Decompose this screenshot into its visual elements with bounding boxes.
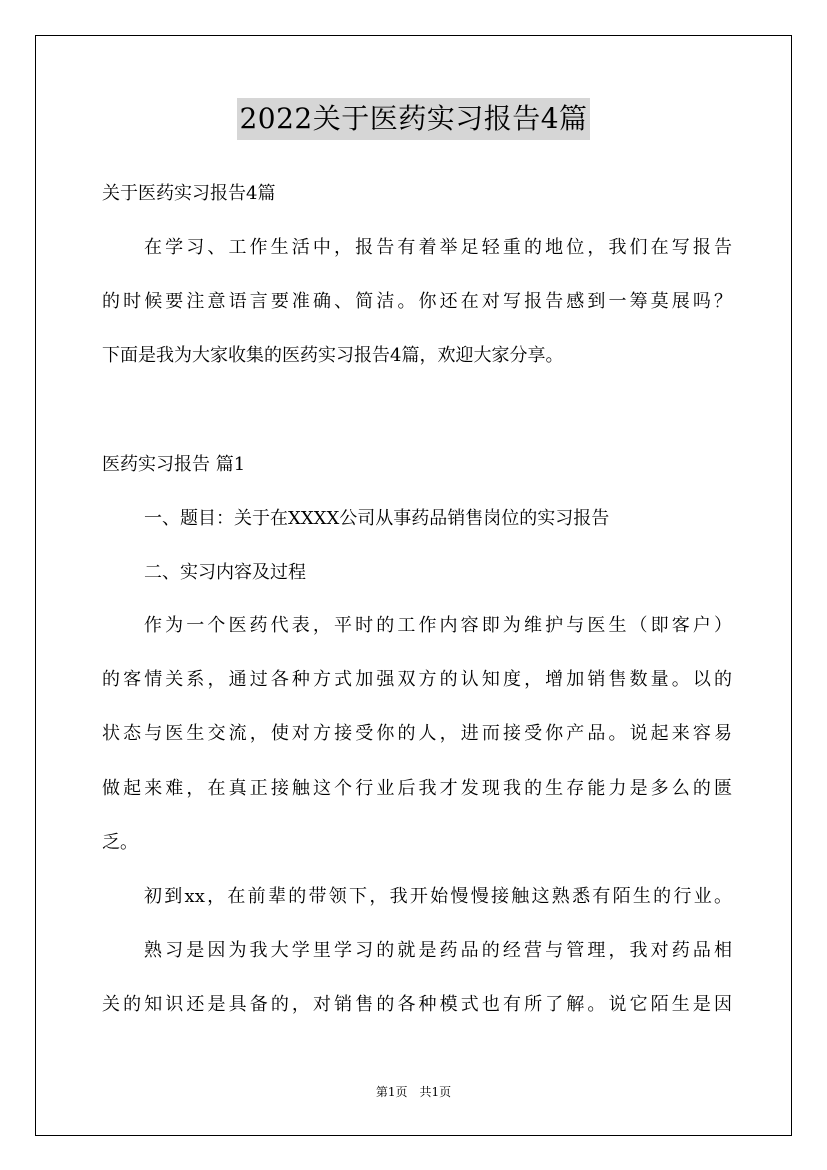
intro-line-3: 下面是我为大家收集的医药实习报告4篇，欢迎大家分享。 — [102, 345, 564, 366]
title-container — [0, 98, 827, 140]
page-number-label: 第1页 共1页 — [375, 1085, 452, 1099]
paragraph-line: 的客情关系，通过各种方式加强双方的认知度，增加销售数量。以的 — [102, 669, 732, 690]
paragraph-line: 熟习是因为我大学里学习的就是药品的经营与管理，我对药品相 — [144, 940, 732, 961]
paragraph-line: 关的知识还是具备的，对销售的各种模式也有所了解。说它陌生是因 — [102, 994, 732, 1015]
document-subtitle: 关于医药实习报告4篇 — [102, 183, 276, 204]
paragraph-line: 乏。 — [102, 832, 138, 853]
list-item-content: 二、实习内容及过程 — [144, 562, 306, 583]
paragraph-line: 做起来难，在真正接触这个行业后我才发现我的生存能力是多么的匮 — [102, 778, 732, 799]
intro-line-1: 在学习、工作生活中，报告有着举足轻重的地位，我们在写报告 — [144, 237, 732, 258]
list-item-topic: 一、题目：关于在XXXX公司从事药品销售岗位的实习报告 — [144, 508, 610, 529]
paragraph-line: 作为一个医药代表，平时的工作内容即为维护与医生（即客户） — [144, 615, 732, 636]
page-footer — [0, 1083, 827, 1100]
section-heading: 医药实习报告 篇1 — [102, 454, 246, 475]
document-title: 2022关于医药实习报告4篇 — [237, 98, 589, 140]
paragraph-line: 初到xx，在前辈的带领下，我开始慢慢接触这熟悉有陌生的行业。 — [144, 886, 732, 907]
intro-line-2: 的时候要注意语言要准确、简洁。你还在对写报告感到一筹莫展吗？ — [102, 291, 732, 312]
paragraph-line: 状态与医生交流，使对方接受你的人，进而接受你产品。说起来容易 — [102, 723, 732, 744]
